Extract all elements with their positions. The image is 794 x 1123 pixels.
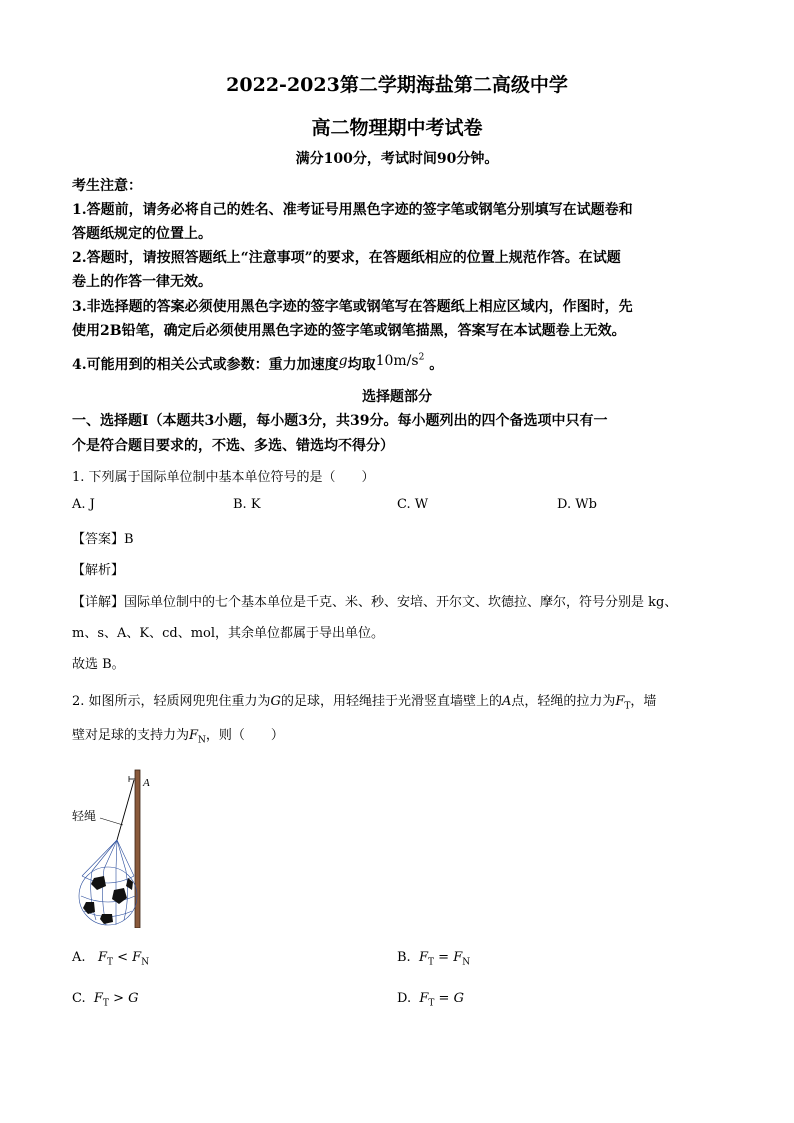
ball-net-figure — [70, 768, 170, 928]
q2-opt-c-F: F — [93, 991, 103, 1006]
q2-stem-text-3: 点，轻绳的拉力为 — [511, 694, 616, 709]
q2-opt-a-F: F — [97, 950, 107, 965]
q1-answer — [72, 528, 134, 547]
q2-symbol-T-sub: T — [624, 701, 631, 712]
q1-detail-text-a: 国际单位制中的七个基本单位是千克、米、秒、安培、开尔文、坎德拉、摩尔，符号分别是 kg、 — [124, 595, 678, 610]
q2-symbol-F2: F — [189, 728, 199, 743]
q1-option-c: C. W — [397, 497, 429, 512]
q1-option-d: D. Wb — [557, 497, 597, 512]
note-1-line-a: 1.答题前，请务必将自己的姓名、准考证号用黑色字迹的签字笔或钢笔分别填写在试题卷和 — [72, 202, 633, 218]
q2-opt-d-F: F — [419, 991, 429, 1006]
q1-answer-tag: 【答案】 — [72, 532, 125, 547]
q2-opt-d-T: T — [428, 998, 435, 1009]
note-2-line-a: 2.答题时，请按照答题纸上“注意事项”的要求，在答题纸相应的位置上规范作答。在试题 — [72, 250, 621, 266]
q2-stem-text-5: 壁对足球的支持力为 — [72, 728, 190, 743]
q1-detail-line-b: m、s、A、K、cd、mol，其余单位都属于导出单位。 — [72, 626, 385, 641]
note-4-mid: 均取 — [347, 357, 376, 373]
q1-analysis-tag-text: 【解析】 — [72, 563, 125, 578]
q2-opt-b-T: T — [427, 957, 434, 968]
q1-detail-line-a — [72, 591, 677, 610]
point-a-label: A — [143, 777, 150, 789]
q2-opt-a-F2: F — [132, 950, 142, 965]
q2-stem-line-a — [72, 690, 656, 712]
note-4-g-symbol: g — [338, 353, 348, 369]
q2-option-c — [72, 991, 139, 1009]
q2-option-d — [397, 991, 464, 1009]
q2-symbol-N-sub: N — [198, 735, 206, 746]
q2-opt-c-T: T — [102, 998, 109, 1009]
exam-title-line1: 2022-2023第二学期海盐第二高级中学 — [226, 74, 568, 96]
note-4 — [72, 354, 443, 374]
q2-stem-text-6: ，则（ ） — [205, 728, 284, 743]
q2-opt-d-G: G — [453, 991, 464, 1006]
q1-detail-tag: 【详解】 — [72, 595, 125, 610]
q2-opt-b-F2: F — [453, 950, 463, 965]
q2-opt-a-N: N — [141, 957, 150, 968]
q2-stem-line-b — [72, 724, 284, 746]
q2-opt-d-relation: = — [438, 991, 450, 1006]
q2-option-a-label: A. — [72, 950, 86, 965]
q2-opt-b-N: N — [462, 957, 471, 968]
q1-analysis-tag — [72, 559, 124, 578]
q2-option-b-label: B. — [397, 950, 411, 965]
q1-option-b: B. K — [233, 497, 261, 512]
part1-instructions-line-a: 一、选择题Ⅰ（本题共3小题，每小题3分，共39分。每小题列出的四个备选项中只有一 — [72, 413, 608, 429]
q2-opt-a-T: T — [106, 957, 113, 968]
rope-label: 轻绳 — [72, 809, 97, 823]
q2-opt-a-relation: < — [117, 950, 129, 965]
note-4-prefix: 4.可能用到的相关公式或参数：重力加速度 — [72, 357, 339, 373]
q2-option-b — [397, 950, 470, 968]
exam-title-line2: 高二物理期中考试卷 — [311, 117, 483, 139]
note-4-exponent: 2 — [418, 352, 425, 363]
note-2-line-b: 卷上的作答一律无效。 — [72, 274, 212, 290]
rope — [117, 780, 134, 840]
q2-stem-text-1: 2. 如图所示，轻质网兜兜住重力为 — [72, 694, 271, 709]
q1-option-a: A. J — [72, 497, 95, 512]
q2-stem-text-4: ，墙 — [630, 694, 657, 709]
q2-symbol-F: F — [615, 694, 625, 709]
q1-answer-value: B — [124, 532, 134, 547]
q2-opt-c-G: G — [128, 991, 139, 1006]
section-heading: 选择题部分 — [362, 389, 432, 405]
q2-symbol-G: G — [270, 694, 281, 709]
note-1-line-b: 答题纸规定的位置上。 — [72, 226, 212, 242]
notes-heading: 考生注意： — [72, 178, 142, 194]
q2-opt-b-relation: = — [438, 950, 450, 965]
part1-instructions-line-b: 个是符合题目要求的，不选、多选、错选均不得分） — [72, 438, 394, 454]
note-4-value-text: 10m/s — [375, 353, 419, 369]
note-3-line-a: 3.非选择题的答案必须使用黑色字迹的签字笔或钢笔写在答题纸上相应区域内，作图时，先 — [72, 299, 633, 315]
q2-symbol-A: A — [501, 694, 512, 709]
exam-subtitle: 满分100分，考试时间90分钟。 — [295, 151, 499, 167]
q2-option-a — [72, 950, 149, 968]
q1-stem: 1. 下列属于国际单位制中基本单位符号的是（ ） — [72, 470, 375, 485]
note-4-end: 。 — [429, 357, 444, 373]
note-3-line-b: 使用2B铅笔，确定后必须使用黑色字迹的签字笔或钢笔描黑，答案写在本试题卷上无效。 — [72, 323, 626, 339]
q2-stem-text-2: 的足球，用轻绳挂于光滑竖直墙壁上的 — [280, 694, 502, 709]
q2-option-c-label: C. — [72, 991, 86, 1006]
q2-opt-b-F: F — [418, 950, 428, 965]
note-4-value — [376, 353, 425, 369]
q1-conclusion: 故选 B。 — [72, 657, 125, 672]
q2-option-d-label: D. — [397, 991, 412, 1006]
q2-opt-c-relation: > — [113, 991, 124, 1006]
